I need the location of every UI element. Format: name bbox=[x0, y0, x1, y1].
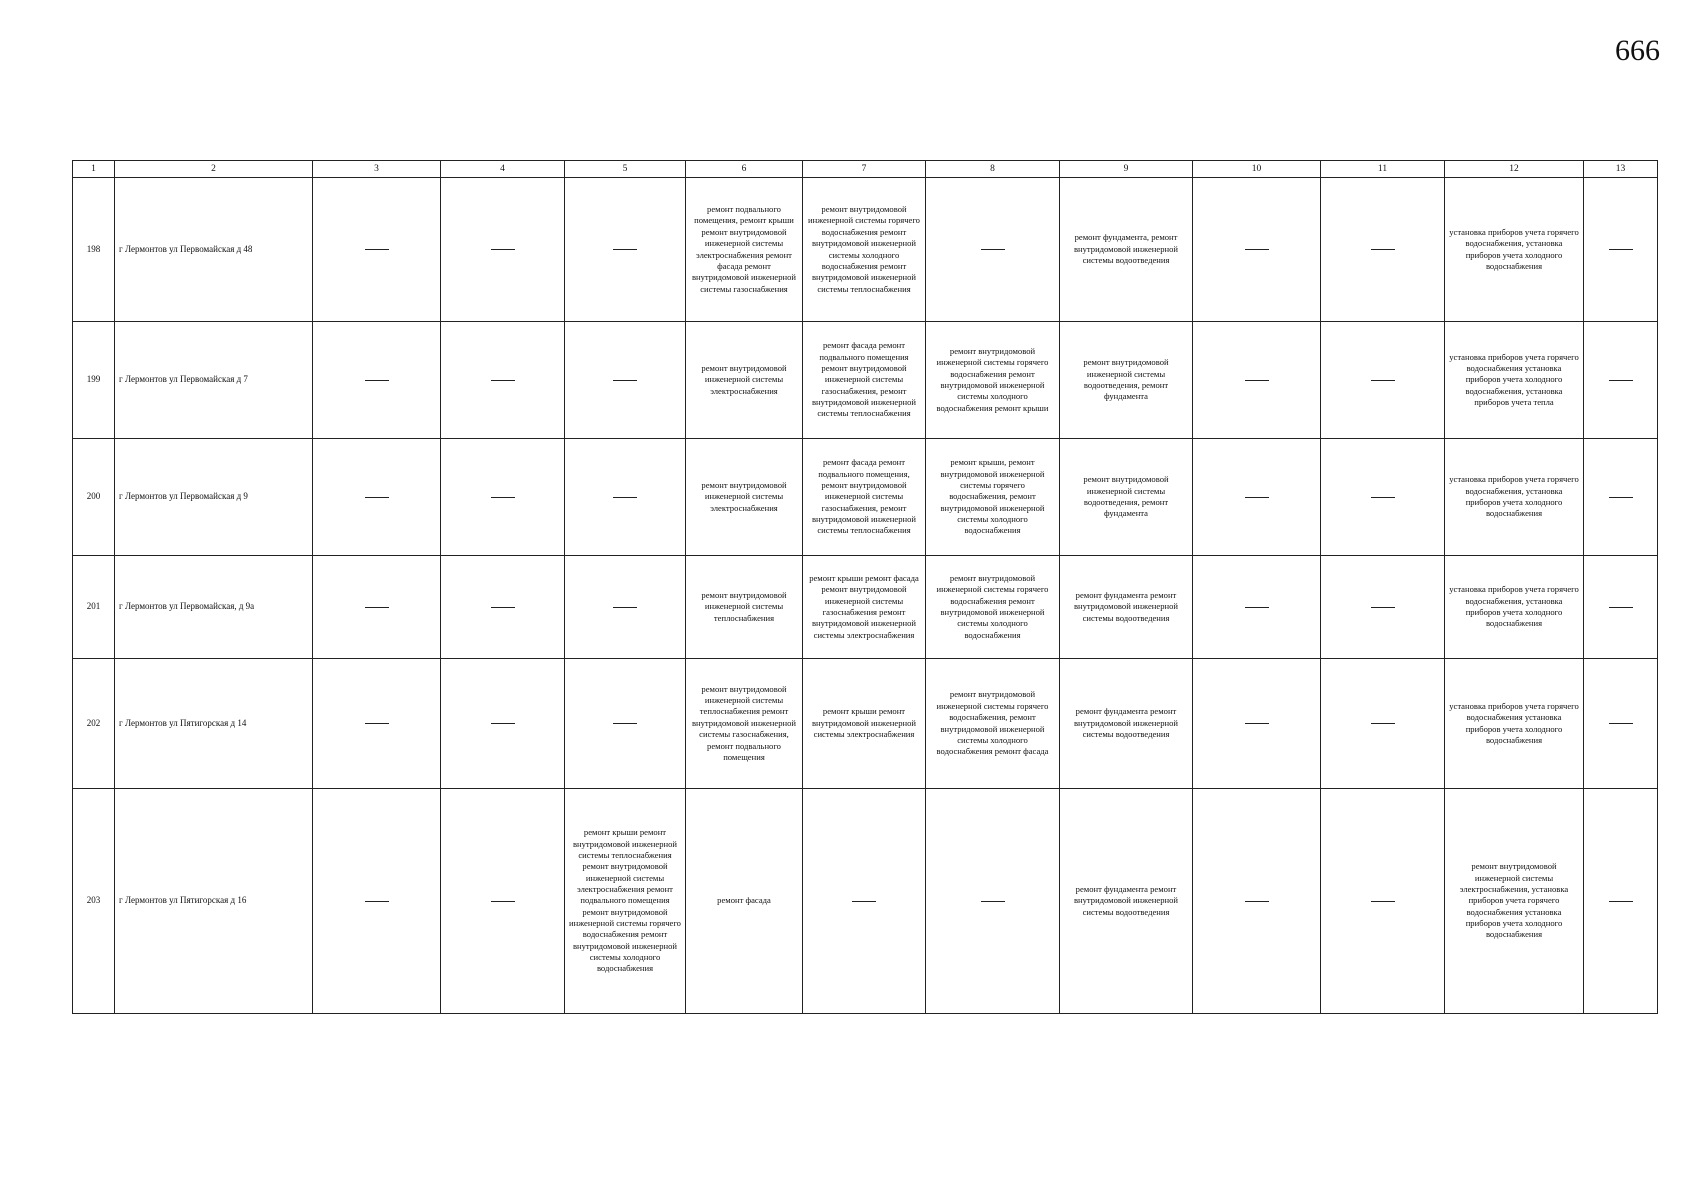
work-cell-c11 bbox=[1321, 322, 1445, 439]
empty-dash bbox=[1245, 380, 1269, 381]
table-row bbox=[73, 322, 1658, 439]
empty-dash bbox=[491, 249, 515, 250]
empty-dash bbox=[1371, 249, 1395, 250]
empty-dash bbox=[613, 249, 637, 250]
empty-dash bbox=[491, 723, 515, 724]
table-row bbox=[73, 439, 1658, 556]
empty-dash bbox=[1609, 607, 1633, 608]
column-number-cell: 9 bbox=[1060, 161, 1193, 178]
work-cell-c9: ремонт фундамента ремонт внутридомовой инженерной системы водоотведения bbox=[1060, 556, 1193, 659]
column-number-cell: 7 bbox=[803, 161, 926, 178]
row-number-cell: 198 bbox=[73, 178, 115, 322]
empty-dash bbox=[1371, 607, 1395, 608]
address-cell: г Лермонтов ул Первомайская д 48 bbox=[115, 178, 313, 322]
work-cell-c11 bbox=[1321, 439, 1445, 556]
row-number-cell: 201 bbox=[73, 556, 115, 659]
empty-dash bbox=[1245, 723, 1269, 724]
column-number-cell: 5 bbox=[565, 161, 686, 178]
row-number-cell: 199 bbox=[73, 322, 115, 439]
column-number-cell: 8 bbox=[926, 161, 1060, 178]
work-cell-c4 bbox=[441, 439, 565, 556]
empty-dash bbox=[1609, 249, 1633, 250]
empty-dash bbox=[1371, 901, 1395, 902]
empty-dash bbox=[365, 380, 389, 381]
work-cell-c3 bbox=[313, 322, 441, 439]
work-cell-c10 bbox=[1193, 659, 1321, 789]
work-cell-c12: установка приборов учета горячего водоснабжения, установка приборов учета холодного водоснабжения bbox=[1445, 439, 1584, 556]
work-cell-c3 bbox=[313, 178, 441, 322]
work-cell-c3 bbox=[313, 439, 441, 556]
empty-dash bbox=[613, 497, 637, 498]
work-cell-c3 bbox=[313, 789, 441, 1014]
work-cell-c11 bbox=[1321, 789, 1445, 1014]
work-cell-c6: ремонт внутридомовой инженерной системы теплоснабжения bbox=[686, 556, 803, 659]
work-cell-c8: ремонт крыши, ремонт внутридомовой инженерной системы горячего водоснабжения, ремонт внутридомовой инженерной системы холодного водоснабжения bbox=[926, 439, 1060, 556]
work-cell-c13 bbox=[1584, 439, 1658, 556]
work-cell-c12: установка приборов учета горячего водоснабжения, установка приборов учета холодного водоснабжения bbox=[1445, 178, 1584, 322]
work-cell-c9: ремонт внутридомовой инженерной системы водоотведения, ремонт фундамента bbox=[1060, 439, 1193, 556]
empty-dash bbox=[613, 380, 637, 381]
work-cell-c9: ремонт фундамента, ремонт внутридомовой инженерной системы водоотведения bbox=[1060, 178, 1193, 322]
work-cell-c12: ремонт внутридомовой инженерной системы электроснабжения, установка приборов учета горячего водоснабжения установка приборов учета холодного водоснабжения bbox=[1445, 789, 1584, 1014]
empty-dash bbox=[981, 249, 1005, 250]
work-cell-c7: ремонт крыши ремонт фасада ремонт внутридомовой инженерной системы газоснабжения ремонт внутридомовой инженерной системы электроснабжения bbox=[803, 556, 926, 659]
empty-dash bbox=[1245, 249, 1269, 250]
empty-dash bbox=[365, 723, 389, 724]
table-row bbox=[73, 789, 1658, 1014]
work-cell-c7: ремонт крыши ремонт внутридомовой инженерной системы электроснабжения bbox=[803, 659, 926, 789]
column-number-cell: 13 bbox=[1584, 161, 1658, 178]
work-cell-c9: ремонт фундамента ремонт внутридомовой инженерной системы водоотведения bbox=[1060, 659, 1193, 789]
empty-dash bbox=[1371, 380, 1395, 381]
work-cell-c10 bbox=[1193, 789, 1321, 1014]
page-number: 666 bbox=[1615, 34, 1660, 67]
empty-dash bbox=[1609, 901, 1633, 902]
empty-dash bbox=[491, 497, 515, 498]
empty-dash bbox=[1609, 497, 1633, 498]
empty-dash bbox=[1371, 497, 1395, 498]
address-cell: г Лермонтов ул Пятигорская д 16 bbox=[115, 789, 313, 1014]
empty-dash bbox=[1371, 723, 1395, 724]
work-cell-c10 bbox=[1193, 439, 1321, 556]
empty-dash bbox=[613, 723, 637, 724]
work-cell-c7: ремонт внутридомовой инженерной системы горячего водоснабжения ремонт внутридомовой инженерной системы холодного водоснабжения ремонт внутридомовой инженерной системы теплоснабжения bbox=[803, 178, 926, 322]
work-cell-c13 bbox=[1584, 178, 1658, 322]
address-cell: г Лермонтов ул Первомайская, д 9а bbox=[115, 556, 313, 659]
empty-dash bbox=[1609, 723, 1633, 724]
work-cell-c11 bbox=[1321, 178, 1445, 322]
empty-dash bbox=[365, 497, 389, 498]
table-row bbox=[73, 556, 1658, 659]
work-cell-c3 bbox=[313, 659, 441, 789]
work-cell-c13 bbox=[1584, 789, 1658, 1014]
work-cell-c4 bbox=[441, 659, 565, 789]
work-cell-c9: ремонт внутридомовой инженерной системы водоотведения, ремонт фундамента bbox=[1060, 322, 1193, 439]
column-number-cell: 10 bbox=[1193, 161, 1321, 178]
work-cell-c5 bbox=[565, 659, 686, 789]
address-cell: г Лермонтов ул Пятигорская д 14 bbox=[115, 659, 313, 789]
work-cell-c5 bbox=[565, 556, 686, 659]
empty-dash bbox=[981, 901, 1005, 902]
empty-dash bbox=[1245, 497, 1269, 498]
column-number-cell: 3 bbox=[313, 161, 441, 178]
work-cell-c7 bbox=[803, 789, 926, 1014]
work-cell-c13 bbox=[1584, 659, 1658, 789]
work-cell-c8: ремонт внутридомовой инженерной системы горячего водоснабжения ремонт внутридомовой инженерной системы холодного водоснабжения ремонт крыши bbox=[926, 322, 1060, 439]
column-number-row bbox=[73, 161, 1658, 178]
work-cell-c13 bbox=[1584, 322, 1658, 439]
work-cell-c6: ремонт подвального помещения, ремонт крыши ремонт внутридомовой инженерной системы электроснабжения ремонт фасада ремонт внутридомовой инженерной системы газоснабжения bbox=[686, 178, 803, 322]
empty-dash bbox=[1245, 607, 1269, 608]
work-cell-c5: ремонт крыши ремонт внутридомовой инженерной системы теплоснабжения ремонт внутридомовой инженерной системы электроснабжения ремонт подвального помещения ремонт внутридомовой инженерной системы горячего водоснабжения ремонт внутридомовой инженерной системы холодного водоснабжения bbox=[565, 789, 686, 1014]
work-cell-c7: ремонт фасада ремонт подвального помещения, ремонт внутридомовой инженерной системы газоснабжения, ремонт внутридомовой инженерной системы теплоснабжения bbox=[803, 439, 926, 556]
work-cell-c6: ремонт фасада bbox=[686, 789, 803, 1014]
work-cell-c4 bbox=[441, 322, 565, 439]
work-cell-c7: ремонт фасада ремонт подвального помещения ремонт внутридомовой инженерной системы газоснабжения, ремонт внутридомовой инженерной системы теплоснабжения bbox=[803, 322, 926, 439]
empty-dash bbox=[1609, 380, 1633, 381]
row-number-cell: 202 bbox=[73, 659, 115, 789]
column-number-cell: 1 bbox=[73, 161, 115, 178]
column-number-cell: 12 bbox=[1445, 161, 1584, 178]
empty-dash bbox=[1245, 901, 1269, 902]
column-number-cell: 2 bbox=[115, 161, 313, 178]
table-row bbox=[73, 178, 1658, 322]
empty-dash bbox=[491, 380, 515, 381]
work-cell-c6: ремонт внутридомовой инженерной системы электроснабжения bbox=[686, 322, 803, 439]
work-cell-c5 bbox=[565, 322, 686, 439]
work-cell-c4 bbox=[441, 178, 565, 322]
empty-dash bbox=[365, 607, 389, 608]
repair-schedule-table bbox=[72, 160, 1658, 1014]
work-cell-c12: установка приборов учета горячего водоснабжения установка приборов учета холодного водоснабжения, установка приборов учета тепла bbox=[1445, 322, 1584, 439]
work-cell-c10 bbox=[1193, 556, 1321, 659]
work-cell-c3 bbox=[313, 556, 441, 659]
work-cell-c8: ремонт внутридомовой инженерной системы горячего водоснабжения, ремонт внутридомовой инженерной системы холодного водоснабжения ремонт фасада bbox=[926, 659, 1060, 789]
empty-dash bbox=[491, 901, 515, 902]
empty-dash bbox=[852, 901, 876, 902]
work-cell-c8 bbox=[926, 789, 1060, 1014]
empty-dash bbox=[613, 607, 637, 608]
work-cell-c6: ремонт внутридомовой инженерной системы электроснабжения bbox=[686, 439, 803, 556]
work-cell-c10 bbox=[1193, 322, 1321, 439]
work-cell-c13 bbox=[1584, 556, 1658, 659]
column-number-cell: 4 bbox=[441, 161, 565, 178]
work-cell-c11 bbox=[1321, 556, 1445, 659]
work-cell-c5 bbox=[565, 439, 686, 556]
work-cell-c8: ремонт внутридомовой инженерной системы горячего водоснабжения ремонт внутридомовой инженерной системы холодного водоснабжения bbox=[926, 556, 1060, 659]
work-cell-c9: ремонт фундамента ремонт внутридомовой инженерной системы водоотведения bbox=[1060, 789, 1193, 1014]
column-number-cell: 6 bbox=[686, 161, 803, 178]
empty-dash bbox=[365, 901, 389, 902]
row-number-cell: 200 bbox=[73, 439, 115, 556]
work-cell-c4 bbox=[441, 789, 565, 1014]
work-cell-c4 bbox=[441, 556, 565, 659]
work-cell-c10 bbox=[1193, 178, 1321, 322]
empty-dash bbox=[365, 249, 389, 250]
work-cell-c11 bbox=[1321, 659, 1445, 789]
work-cell-c12: установка приборов учета горячего водоснабжения, установка приборов учета холодного водоснабжения bbox=[1445, 556, 1584, 659]
column-number-cell: 11 bbox=[1321, 161, 1445, 178]
table-row bbox=[73, 659, 1658, 789]
address-cell: г Лермонтов ул Первомайская д 7 bbox=[115, 322, 313, 439]
address-cell: г Лермонтов ул Первомайская д 9 bbox=[115, 439, 313, 556]
row-number-cell: 203 bbox=[73, 789, 115, 1014]
work-cell-c5 bbox=[565, 178, 686, 322]
empty-dash bbox=[491, 607, 515, 608]
work-cell-c8 bbox=[926, 178, 1060, 322]
work-cell-c12: установка приборов учета горячего водоснабжения установка приборов учета холодного водоснабжения bbox=[1445, 659, 1584, 789]
work-cell-c6: ремонт внутридомовой инженерной системы теплоснабжения ремонт внутридомовой инженерной системы газоснабжения, ремонт подвального помещения bbox=[686, 659, 803, 789]
